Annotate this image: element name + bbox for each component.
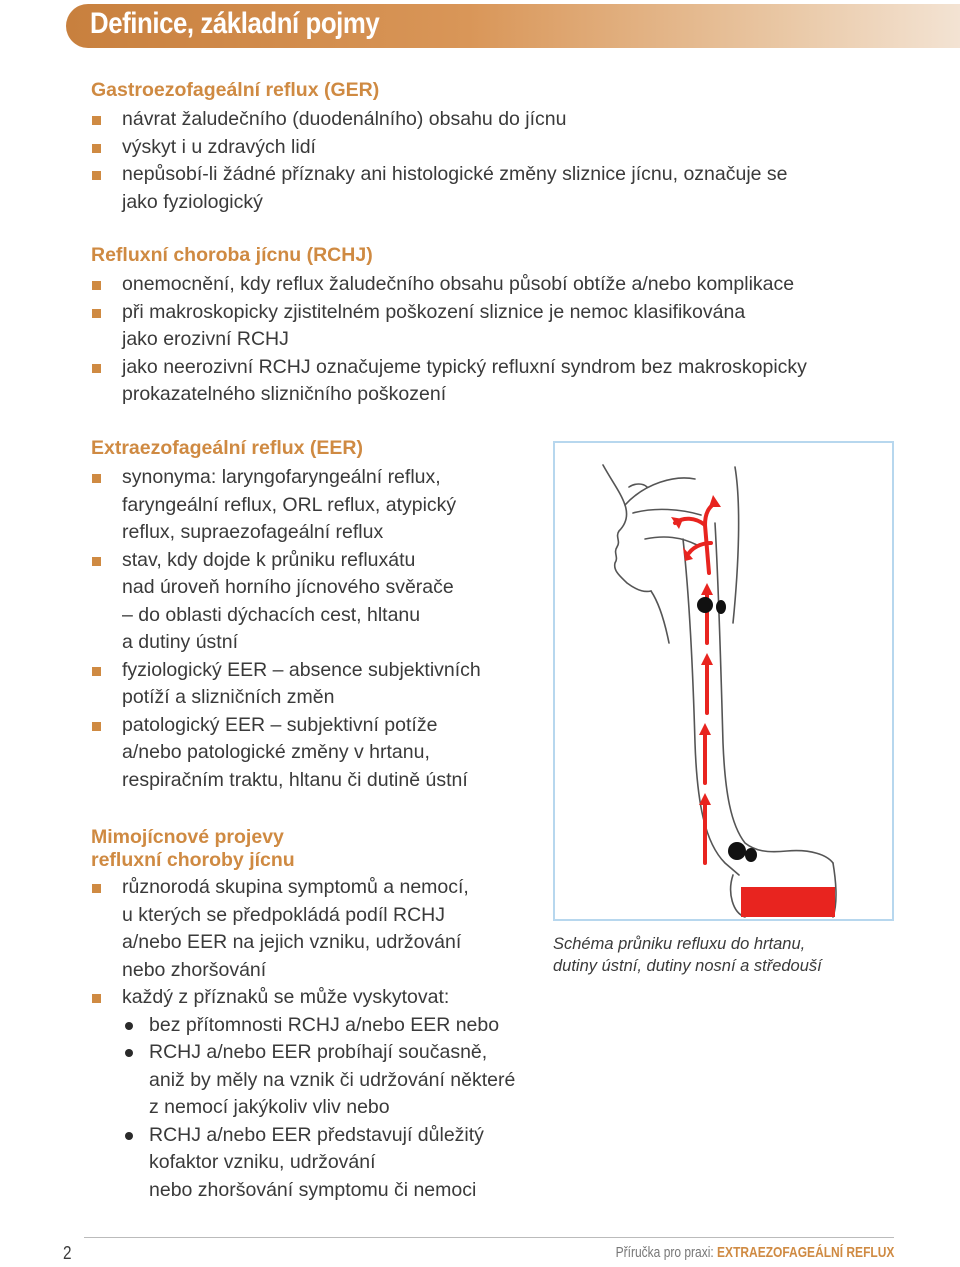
footer-divider	[84, 1237, 894, 1238]
list-item: jako neerozivní RCHJ označujeme typický refluxní syndrom bez makroskopicky prokazatelného slizničního poškození	[91, 354, 891, 409]
stomach-reflux-content	[741, 887, 835, 917]
list-item: patologický EER – subjektivní potíže a/nebo patologické změny v hrtanu, respiračním traktu, hltanu či dutině ústní	[91, 712, 541, 795]
list-item: synonyma: laryngofaryngeální reflux, faryngeální reflux, ORL reflux, atypický reflux, supraezofageální reflux	[91, 464, 541, 547]
list-item: při makroskopicky zjistitelném poškození sliznice je nemoc klasifikována jako erozivní RCHJ	[91, 299, 891, 354]
section-eer	[91, 437, 541, 794]
mimo-sublist	[122, 1012, 551, 1205]
page-number: 2	[63, 1243, 72, 1263]
section-heading-eer: Extraezofageální reflux (EER)	[91, 437, 363, 459]
mimo-list	[91, 874, 551, 1204]
list-item: návrat žaludečního (duodenálního) obsahu do jícnu	[91, 106, 891, 134]
footer-running-title	[615, 1244, 894, 1261]
ger-list	[91, 106, 891, 216]
figure-caption: Schéma průniku refluxu do hrtanu, dutiny ústní, dutiny nosní a středouší	[553, 935, 822, 975]
section-mimojicnove	[91, 826, 551, 1204]
section-heading-rchj: Refluxní choroba jícnu (RCHJ)	[91, 244, 373, 266]
list-item: onemocnění, kdy reflux žaludečního obsahu působí obtíže a/nebo komplikace	[91, 271, 891, 299]
head-outline	[603, 465, 836, 917]
reflux-illustration	[553, 441, 894, 921]
list-item: každý z příznaků se může vyskytovat: bez přítomnosti RCHJ a/nebo EER nebo RCHJ a/nebo EER probíhají současně, aniž by měly na vznik či udržování některé z nemocí jakýkoliv vliv nebo RCHJ a/nebo EER představují důležitý kofaktor vzniku, udržování nebo zhoršování symptomu či nemoci	[91, 984, 551, 1204]
sub-list-item: RCHJ a/nebo EER představují důležitý kofaktor vzniku, udržování nebo zhoršování symptomu či nemoci	[122, 1122, 551, 1205]
footer-prefix: Příručka pro praxi:	[615, 1244, 714, 1261]
section-ger	[91, 79, 891, 216]
sub-list-item: bez přítomnosti RCHJ a/nebo EER nebo	[122, 1012, 551, 1040]
list-item: různorodá skupina symptomů a nemocí, u kterých se předpokládá podíl RCHJ a/nebo EER na jejich vzniku, udržování nebo zhoršování	[91, 874, 551, 984]
sub-list-item: RCHJ a/nebo EER probíhají současně, aniž by měly na vznik či udržování některé z nemocí jakýkoliv vliv nebo	[122, 1039, 551, 1122]
footer-emphasis: EXTRAEZOFAGEÁLNÍ REFLUX	[716, 1244, 894, 1261]
section-rchj	[91, 244, 891, 409]
eer-list	[91, 464, 541, 794]
list-item: výskyt i u zdravých lidí	[91, 134, 891, 162]
section-heading-ger: Gastroezofageální reflux (GER)	[91, 79, 380, 101]
list-item: nepůsobí-li žádné příznaky ani histologické změny sliznice jícnu, označuje se jako fyziologický	[91, 161, 891, 216]
page-title: Definice, základní pojmy	[90, 7, 380, 40]
reflux-arrows	[675, 503, 715, 863]
list-item: stav, kdy dojde k průniku refluxátu nad úroveň horního jícnového svěrače – do oblasti dýchacích cest, hltanu a dutiny ústní	[91, 547, 541, 657]
list-item: fyziologický EER – absence subjektivních potíží a slizničních změn	[91, 657, 541, 712]
rchj-list	[91, 271, 891, 409]
reflux-diagram-svg	[555, 443, 892, 919]
section-heading-mimojicnove: Mimojícnové projevy refluxní choroby jícnu	[91, 826, 295, 871]
